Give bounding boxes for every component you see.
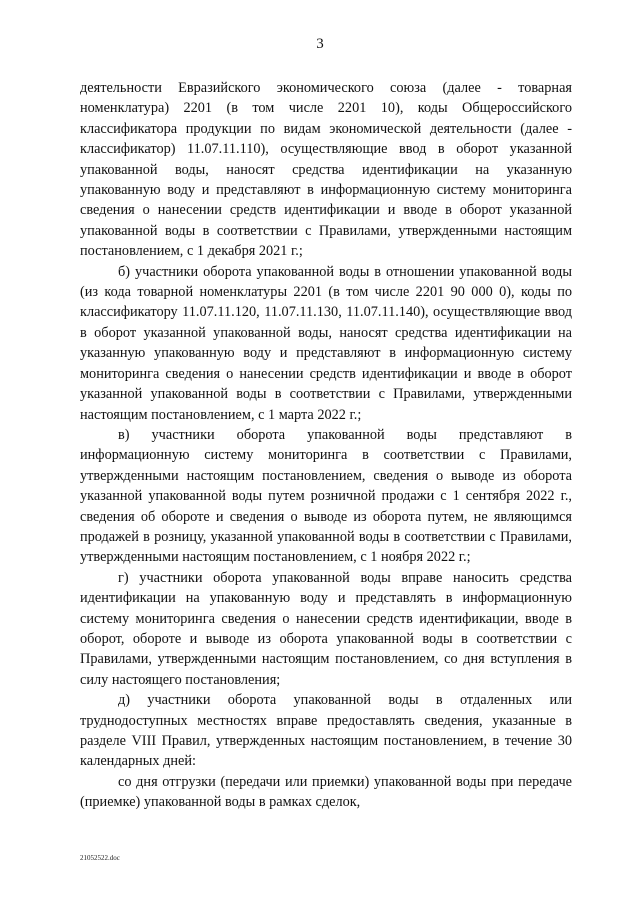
- paragraph-v: в) участники оборота упакованной воды представляют в информационную систему мониторинга в соответствии с Правилами, утвержденными настоящим постановлением, сведения о выводе из оборота указанной упакованной воды путем розничной продажи с 1 сентября 2022 г., сведения об обороте и сведения о выводе из оборота путем, не являющимся продажей в розницу, указанной упакованной воды в соответствии с Правилами, утвержденными настоящим постановлением, с 1 ноября 2022 г.;: [80, 426, 572, 566]
- paragraph-b: б) участники оборота упакованной воды в отношении упакованной воды (из кода товарной номенклатуры 2201 (в том числе 2201 90 000 0), коды по классификатору 11.07.11.120, 11.07.11.130, 11.07.11.140), осуществляющие ввод в оборот указанной упакованной воды, наносят средства идентификации на указанную упакованную воду и представляют в информационную систему мониторинга сведения о нанесении средств идентификации и вводе в оборот указанной упакованной воды в соответствии с Правилами, утвержденными настоящим постановлением, с 1 марта 2022 г.;: [80, 263, 572, 423]
- paragraph-continuation: деятельности Евразийского экономического союза (далее - товарная номенклатура) 2201 (в том числе 2201 10), коды Общероссийского классификатора продукции по видам экономической деятельности (далее - классификатор) 11.07.11.110), осуществляющие ввод в оборот указанной упакованной воды, наносят средства идентификации на указанную упакованную воду и представляют в информационную систему мониторинга сведения о нанесении средств идентификации и вводе в оборот указанной упакованной воды в соответствии с Правилами, утвержденными настоящим постановлением, с 1 декабря 2021 г.;: [80, 80, 572, 260]
- paragraph-d: д) участники оборота упакованной воды в отдаленных или труднодоступных местностях вправе предоставлять сведения, указанные в разделе VIII Правил, утвержденных настоящим постановлением, в течение 30 календарных дней:: [80, 692, 572, 770]
- paragraph-shipment: со дня отгрузки (передачи или приемки) упакованной воды при передаче (приемке) упакованной воды в рамках сделок,: [80, 773, 572, 811]
- paragraph-g: г) участники оборота упакованной воды вправе наносить средства идентификации на упакованную воду и представлять в информационную систему мониторинга сведения о нанесении средств идентификации, вводе в оборот, обороте и выводе из оборота упакованной воды в соответствии с Правилами, утвержденными настоящим постановлением, со дня вступления в силу настоящего постановления;: [80, 569, 572, 688]
- page-number: 3: [316, 36, 324, 52]
- footer-filename: 21052522.doc: [80, 854, 120, 862]
- document-body: [80, 78, 572, 813]
